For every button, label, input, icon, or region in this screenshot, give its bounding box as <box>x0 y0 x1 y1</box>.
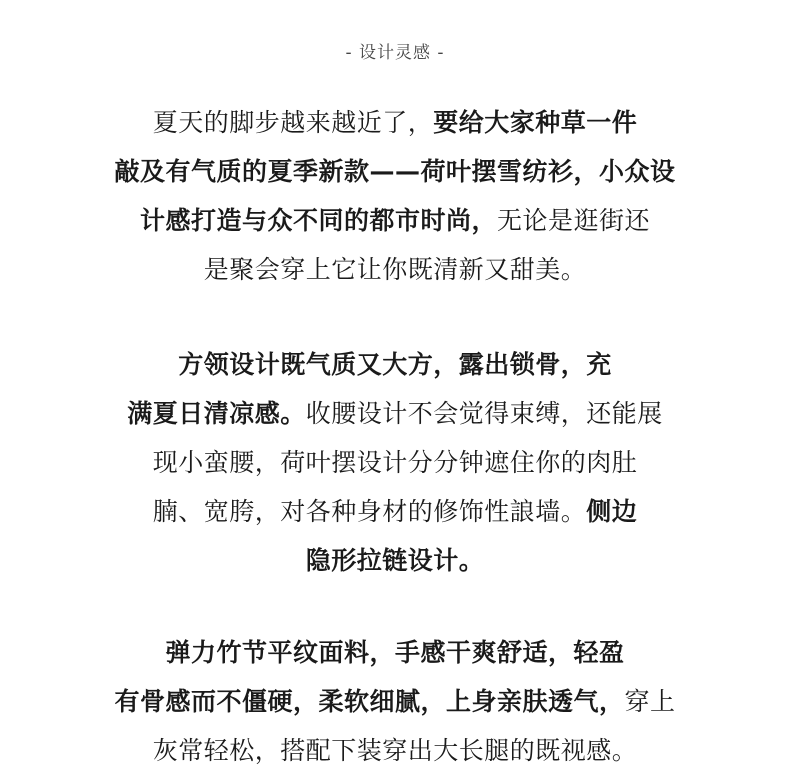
text-line <box>0 340 790 389</box>
text-segment: 是聚会穿上它让你既清新又甜美。 <box>203 255 587 284</box>
text-segment: 现小蛮腰，荷叶摆设计分分钟遮住你的肉肚 <box>152 448 638 477</box>
bold-text-segment: 方领设计既气质又大方，露出锁骨，充 <box>178 350 612 379</box>
text-line <box>0 536 790 585</box>
bold-text-segment: 弹力竹节平纹面料，手感干爽舒适，轻盈 <box>165 638 625 667</box>
bold-text-segment: 计感打造与众不同的都市时尚， <box>139 206 497 235</box>
text-line <box>0 389 790 438</box>
text-line <box>0 245 790 294</box>
text-segment: 收腰设计不会觉得束缚，还能展 <box>305 399 663 428</box>
bold-text-segment: 侧边 <box>586 497 638 526</box>
text-segment: 腩、宽胯，对各种身材的修饰性誏墙。 <box>152 497 587 526</box>
bold-text-segment: 敲及有气质的夏季新款——荷叶摆雪纺衫，小众设 <box>114 157 676 186</box>
paragraph-fabric <box>0 628 790 775</box>
paragraph-intro <box>0 98 790 294</box>
paragraph-design-details <box>0 340 790 585</box>
bold-text-segment: 隐形拉链设计。 <box>305 546 485 575</box>
text-line <box>0 98 790 147</box>
text-segment: 无论是逛街还 <box>497 206 651 235</box>
text-line <box>0 628 790 677</box>
section-heading: - 设计灵感 - <box>345 43 445 63</box>
text-line <box>0 726 790 775</box>
text-line <box>0 147 790 196</box>
text-segment: 灰常轻松，搭配下装穿出大长腿的既视感。 <box>152 736 638 765</box>
bold-text-segment: 满夏日清凉感。 <box>127 399 306 428</box>
text-line <box>0 677 790 726</box>
text-line <box>0 487 790 536</box>
text-segment: 夏天的脚步越来越近了， <box>152 108 434 137</box>
bold-text-segment: 要给大家种草一件 <box>433 108 638 137</box>
text-segment: 穿上 <box>624 687 676 716</box>
bold-text-segment: 有骨感而不僵硬，柔软细腻，上身亲肤透气， <box>114 687 625 716</box>
text-line <box>0 196 790 245</box>
text-line <box>0 438 790 487</box>
